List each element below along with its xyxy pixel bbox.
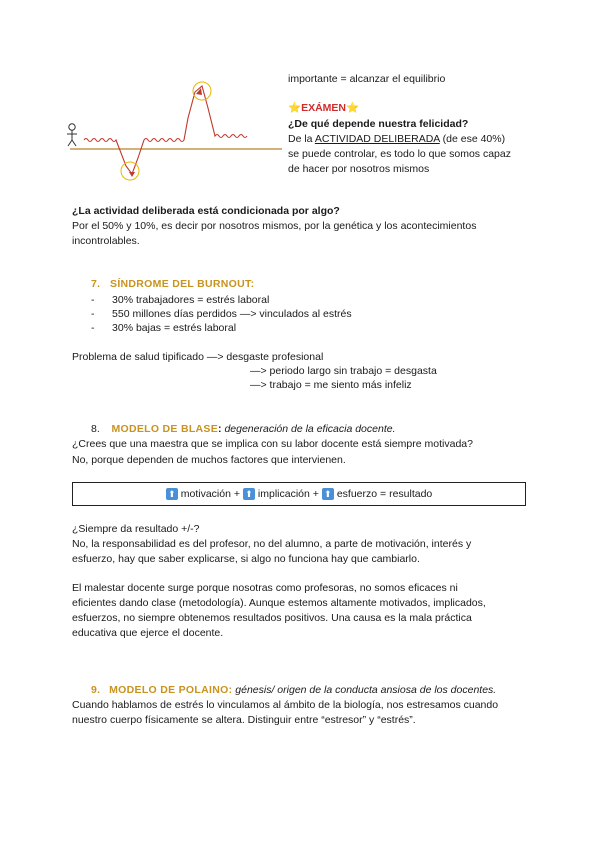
wellbeing-graph [60,78,285,188]
responsibility-line-2: esfuerzo, hay que saber explicarse, si algo no funciona hay que cambiarlo. [72,553,420,565]
activity-answer-2: incontrolables. [72,235,140,247]
consequence-line-2: —> trabajo = me siento más infeliz [250,379,412,391]
health-problem-line: Problema de salud tipificado —> desgaste profesional [72,351,324,363]
stress-line-2: nuestro cuerpo físicamente se altera. Distinguir entre “estresor” y “estrés”. [72,714,416,726]
bullet-dash: - [91,308,95,320]
malaise-line-3: esfuerzos, no siempre obtenemos resultados positivos. Una causa es la mala práctica [72,612,472,624]
activity-question: ¿La actividad deliberada está condicionada por algo? [72,205,340,217]
bullet-dash: - [91,294,95,306]
star-icon: ⭐ [288,102,302,114]
arrow-up-icon: ⬆ [166,488,178,500]
arrow-down-marker [129,172,135,177]
equilibrium-note: importante = alcanzar el equilibrio [288,73,446,85]
answer-line-3: de hacer por nosotros mismos [288,163,430,175]
exam-label: ⭐EXÁMEN⭐ [288,102,360,114]
section-9-heading: 9. MODELO DE POLAINO: génesis/ origen de la conducta ansiosa de los docentes. [91,684,497,696]
consequence-line-1: —> periodo largo sin trabajo = desgasta [250,365,437,377]
result-question: ¿Siempre da resultado +/-? [72,523,200,535]
malaise-line-4: educativa que ejerce el docente. [72,627,224,639]
answer-line-2: se puede controlar, es todo lo que somos capaz [288,148,511,160]
list-item: - 30% bajas = estrés laboral [91,322,237,334]
answer-line-1: De la ACTIVIDAD DELIBERADA (de ese 40%) [288,133,506,145]
motivation-answer: No, porque dependen de muchos factores que intervienen. [72,454,346,466]
arrow-up-icon: ⬆ [243,488,255,500]
section-8-heading: 8. MODELO DE BLASE: degeneración de la eficacia docente. [91,423,396,435]
malaise-line-1: El malestar docente surge porque nosotras como profesoras, no somos eficaces ni [72,582,458,594]
malaise-line-2: eficientes dando clase (metodología). Aunque estemos altamente motivados, implicados, [72,597,486,609]
graph-curve [84,86,247,174]
stick-figure-icon [67,124,77,146]
arrow-up-icon: ⬆ [322,488,334,500]
bullet-dash: - [91,322,95,334]
activity-answer-1: Por el 50% y 10%, es decir por nosotros mismos, por la genética y los acontecimientos [72,220,477,232]
list-item: - 30% trabajadores = estrés laboral [91,294,270,306]
list-item: - 550 millones días perdidos —> vinculados al estrés [91,308,352,320]
result-formula-box: ⬆ motivación + ⬆ implicación + ⬆ esfuerzo = resultado [72,482,526,506]
deliberate-activity-term: ACTIVIDAD DELIBERADA [314,133,440,145]
responsibility-line-1: No, la responsabilidad es del profesor, no del alumno, a parte de motivación, interés y [72,538,472,550]
stress-line-1: Cuando hablamos de estrés lo vinculamos al ámbito de la biología, nos estresamos cuando [72,699,499,711]
star-icon: ⭐ [346,102,360,114]
motivation-question: ¿Crees que una maestra que se implica con su labor docente está siempre motivada? [72,438,473,450]
happiness-question: ¿De qué depende nuestra felicidad? [288,118,469,130]
section-7-heading: 7. SÍNDROME DEL BURNOUT: [91,278,255,290]
